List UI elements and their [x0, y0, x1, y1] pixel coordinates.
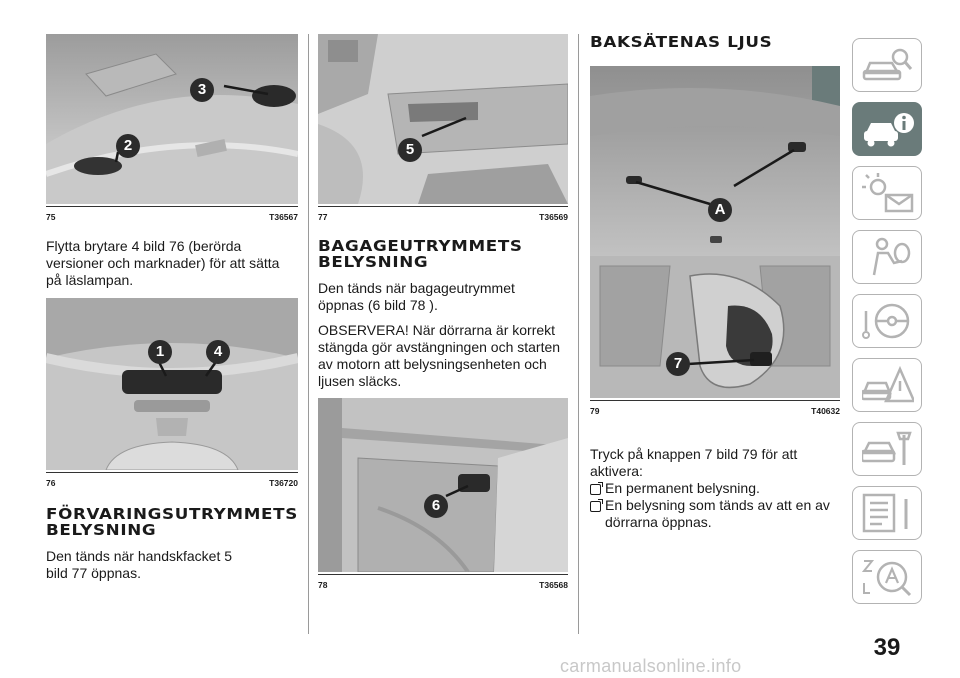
figure-79	[590, 66, 840, 418]
figure-75-callout-2: 2	[116, 134, 140, 158]
figure-77-code: T36569	[539, 212, 568, 222]
figure-76-code: T36720	[269, 478, 298, 488]
watermark: carmanualsonline.info	[560, 656, 742, 676]
figure-79-number: 79	[590, 406, 600, 416]
figure-75	[46, 34, 298, 224]
airbag-person-icon	[862, 237, 914, 277]
figure-79-photo	[590, 66, 840, 398]
figure-75-rule	[46, 206, 298, 207]
figure-75-photo	[46, 34, 298, 204]
figure-76-photo	[46, 298, 298, 470]
col2-text-note: OBSERVERA! När dörrarna är korrekt stängda gör avstängningen och starten av motorn att belysningsenheten och ljusen släcks.	[318, 322, 561, 389]
col1-text-switch: Flytta brytare 4 bild 76 (berörda versioner och marknader) för att sätta på läslampan.	[46, 238, 280, 288]
col3-bullet-2	[590, 497, 836, 531]
figure-79-callout-7: 7	[666, 352, 690, 376]
figure-75-number: 75	[46, 212, 56, 222]
sidebar-tab-specifications[interactable]	[852, 486, 922, 540]
figure-78-photo	[318, 398, 568, 572]
car-search-icon	[862, 45, 914, 85]
specifications-list-icon	[862, 493, 914, 533]
figure-75-code: T36567	[269, 212, 298, 222]
alphabetical-index-icon	[862, 557, 914, 597]
figure-76	[46, 298, 298, 492]
figure-78	[318, 398, 568, 594]
figure-75-callout-3: 3	[190, 78, 214, 102]
col3-bullet-1-text: En permanent belysning.	[605, 480, 760, 496]
checkbox-bullet-icon	[590, 484, 601, 495]
sidebar-tab-index[interactable]	[852, 550, 922, 604]
car-maintenance-icon	[862, 429, 914, 469]
sidebar-tab-starting-driving[interactable]	[852, 294, 922, 348]
col2-heading: BAGAGEUTRYMMETS BELYSNING	[318, 237, 523, 271]
figure-77-number: 77	[318, 212, 328, 222]
col1-heading: FÖRVARINGSUTRYMMETS BELYSNING	[46, 505, 298, 539]
figure-78-callout-6: 6	[424, 494, 448, 518]
col3-bullet-2-text: En belysning som tänds av att en av dörrarna öppnas.	[605, 497, 830, 530]
col3-heading: BAKSÄTENAS LJUS	[590, 33, 773, 51]
col1-text-glovebox: Den tänds när handskfacket 5 bild 77 öppnas.	[46, 548, 233, 581]
figure-79-rule	[590, 400, 840, 401]
figure-77-photo	[318, 34, 568, 204]
breakdown-warning-icon	[862, 365, 914, 405]
col2-text-luggage: Den tänds när bagageutrymmet öppnas (6 bild 78 ).	[318, 280, 515, 313]
checkbox-bullet-icon	[590, 501, 601, 512]
car-info-icon	[862, 109, 914, 149]
sidebar-tab-safety[interactable]	[852, 230, 922, 284]
page-number: 39	[873, 634, 901, 661]
col3-text-press: Tryck på knappen 7 bild 79 för att aktivera:	[590, 446, 798, 479]
figure-78-code: T36568	[539, 580, 568, 590]
sidebar-tab-warning-lights[interactable]	[852, 166, 922, 220]
sidebar-tab-car-search[interactable]	[852, 38, 922, 92]
figure-76-rule	[46, 472, 298, 473]
figure-78-rule	[318, 574, 568, 575]
figure-77	[318, 34, 568, 224]
sidebar-tab-emergency[interactable]	[852, 358, 922, 412]
figure-77-rule	[318, 206, 568, 207]
figure-79-code: T40632	[811, 406, 840, 416]
steering-wheel-icon	[862, 301, 914, 341]
column-divider-right	[578, 34, 579, 634]
figure-76-number: 76	[46, 478, 56, 488]
figure-78-number: 78	[318, 580, 328, 590]
sidebar-tab-car-info[interactable]	[852, 102, 922, 156]
figure-76-callout-4: 4	[206, 340, 230, 364]
figure-79-callout-A: A	[708, 198, 732, 222]
column-divider-left	[308, 34, 309, 634]
warning-lights-icon	[862, 173, 914, 213]
figure-76-callout-1: 1	[148, 340, 172, 364]
figure-77-callout-5: 5	[398, 138, 422, 162]
col3-bullet-1	[590, 480, 830, 497]
sidebar-tab-maintenance[interactable]	[852, 422, 922, 476]
